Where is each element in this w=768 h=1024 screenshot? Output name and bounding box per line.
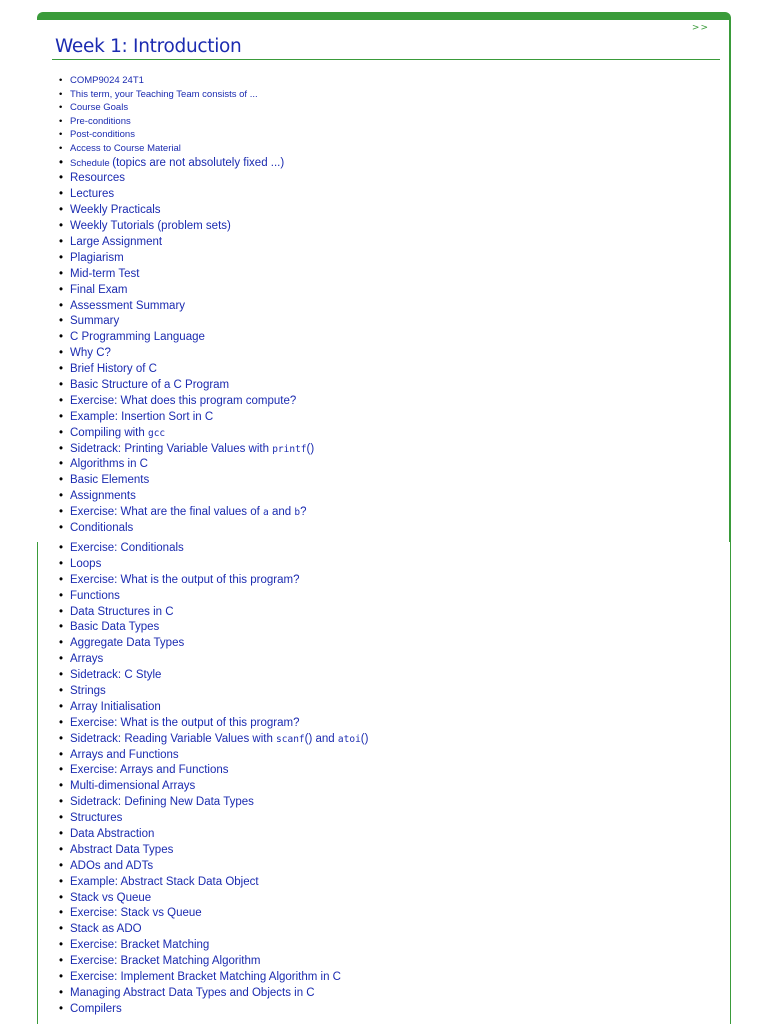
toc-link[interactable]: [70, 795, 368, 811]
toc-link-text: Exercise: Conditionals: [70, 541, 184, 554]
toc-link[interactable]: [70, 716, 368, 732]
toc-link-text: Plagiarism: [70, 251, 124, 264]
right-border-lower: [730, 542, 731, 1024]
toc-link[interactable]: [70, 314, 368, 330]
toc-link[interactable]: [70, 505, 368, 521]
title-divider: [52, 59, 720, 60]
toc-link[interactable]: [70, 457, 368, 473]
toc-link-text: Resources: [70, 172, 125, 185]
toc-link[interactable]: [70, 986, 368, 1002]
toc-link[interactable]: [70, 251, 368, 267]
toc-link[interactable]: [70, 187, 368, 203]
toc-link-text: Data Abstraction: [70, 827, 155, 840]
toc-link[interactable]: [70, 732, 368, 748]
toc-link[interactable]: • Course Goals: [70, 101, 368, 115]
toc-link[interactable]: [70, 573, 368, 589]
code-token: scanf: [276, 733, 305, 745]
toc-link-text: Exercise: Bracket Matching Algorithm: [70, 955, 261, 968]
toc-link-text: Algorithms in C: [70, 458, 148, 471]
toc-link-text: Why C?: [70, 347, 111, 360]
toc-link-text: Aggregate Data Types: [70, 637, 185, 650]
code-token: printf: [272, 443, 307, 455]
toc-link-text: Exercise: What is the output of this program?: [70, 716, 300, 729]
toc-link-text: Abstract Data Types: [70, 843, 174, 856]
toc-link-text: Exercise: Implement Bracket Matching Algorithm in C: [70, 970, 341, 983]
toc-link[interactable]: [70, 652, 368, 668]
toc-link[interactable]: [70, 859, 368, 875]
toc-link[interactable]: [70, 891, 368, 907]
toc-link-text: and: [268, 506, 295, 519]
toc-link-text: Exercise: What are the final values of: [70, 506, 264, 519]
toc-link[interactable]: [70, 541, 368, 557]
toc-link[interactable]: [70, 473, 368, 489]
toc-link-text: Compiling with: [70, 426, 148, 439]
toc-link[interactable]: • Post-conditions: [70, 128, 368, 142]
toc-link-text: Stack vs Queue: [70, 891, 152, 904]
toc-link-text: Compilers: [70, 1002, 122, 1015]
toc-link[interactable]: [70, 763, 368, 779]
toc-link[interactable]: [70, 442, 368, 458]
toc-link-text: Arrays: [70, 653, 104, 666]
toc-link[interactable]: [70, 330, 368, 346]
toc-link-text: Exercise: Arrays and Functions: [70, 764, 229, 777]
toc-link-text: Exercise: Stack vs Queue: [70, 907, 202, 920]
toc-link[interactable]: [70, 489, 368, 505]
toc-link-text: Structures: [70, 812, 123, 825]
toc-link-text: Stack as ADO: [70, 923, 142, 936]
toc-link[interactable]: [70, 171, 368, 187]
toc-link[interactable]: [70, 970, 368, 986]
toc-link[interactable]: [70, 636, 368, 652]
toc-link[interactable]: [70, 589, 368, 605]
toc-link[interactable]: • Access to Course Material: [70, 142, 368, 156]
toc-link-text: Assignments: [70, 490, 136, 503]
toc-link[interactable]: [70, 235, 368, 251]
code-token: atoi: [337, 733, 361, 745]
toc-link-text: Weekly Practicals: [70, 204, 161, 217]
toc-link[interactable]: [70, 394, 368, 410]
toc-link-text: Final Exam: [70, 283, 128, 296]
toc-link[interactable]: [70, 1002, 368, 1018]
toc-link-text: Exercise: What is the output of this program?: [70, 573, 300, 586]
toc-link-text: Multi-dimensional Arrays: [70, 780, 196, 793]
code-token: a: [263, 507, 269, 519]
toc-link-text: Summary: [70, 315, 120, 328]
toc-link[interactable]: [70, 299, 368, 315]
toc-link-text: Sidetrack: C Style: [70, 669, 162, 682]
toc-link[interactable]: [70, 378, 368, 394]
toc-link-text: Example: Abstract Stack Data Object: [70, 875, 259, 888]
code-token: b: [294, 507, 301, 519]
toc-link[interactable]: [70, 748, 368, 764]
toc-link-text: Sidetrack: Defining New Data Types: [70, 796, 254, 809]
code-token: gcc: [147, 427, 166, 439]
toc-link[interactable]: [70, 156, 368, 172]
toc-link-text: Functions: [70, 589, 120, 602]
toc-link[interactable]: [70, 906, 368, 922]
toc-link[interactable]: [70, 875, 368, 891]
toc-link[interactable]: [70, 620, 368, 636]
toc-link[interactable]: [70, 779, 368, 795]
toc-link-text: (topics are not absolutely fixed ...): [112, 156, 285, 169]
toc-link-text: (): [360, 732, 369, 745]
table-of-contents: [70, 74, 368, 1018]
toc-link[interactable]: [70, 827, 368, 843]
toc-link[interactable]: [70, 410, 368, 426]
toc-link-text: Sidetrack: Printing Variable Values with: [70, 442, 273, 455]
toc-link[interactable]: • This term, your Teaching Team consists of ...: [70, 88, 368, 102]
toc-link-text: Basic Elements: [70, 474, 150, 487]
toc-link[interactable]: [70, 521, 368, 537]
toc-link[interactable]: [70, 203, 368, 219]
toc-link[interactable]: [70, 843, 368, 859]
toc-link[interactable]: [70, 922, 368, 938]
toc-link-text: Array Initialisation: [70, 700, 161, 713]
toc-link-text: Exercise: Bracket Matching: [70, 939, 210, 952]
toc-link-text: C Programming Language: [70, 331, 205, 344]
toc-link-text: Conditionals: [70, 522, 134, 535]
toc-link[interactable]: [70, 668, 368, 684]
toc-link[interactable]: [70, 219, 368, 235]
toc-link[interactable]: [70, 267, 368, 283]
toc-link[interactable]: [70, 557, 368, 573]
toc-link[interactable]: [70, 605, 368, 621]
toc-link[interactable]: [70, 426, 368, 442]
toc-link-text: Loops: [70, 557, 102, 570]
left-border-lower: [37, 542, 38, 1024]
toc-link-text: Example: Insertion Sort in C: [70, 410, 214, 423]
toc-link[interactable]: [70, 811, 368, 827]
right-border: [729, 18, 731, 542]
toc-link-text: Brief History of C: [70, 363, 157, 376]
toc-link[interactable]: • Pre-conditions: [70, 115, 368, 129]
toc-link-text: Strings: [70, 684, 106, 697]
toc-link-text: ?: [300, 506, 307, 519]
toc-link-text: Schedule: [70, 157, 113, 169]
toc-link-text: () and: [304, 732, 338, 745]
toc-link-text: Managing Abstract Data Types and Objects in C: [70, 986, 315, 999]
toc-link-text: Large Assignment: [70, 236, 163, 249]
toc-link-text: Data Structures in C: [70, 605, 174, 618]
toc-link-text: Assessment Summary: [70, 299, 186, 312]
toc-link[interactable]: [70, 684, 368, 700]
toc-link-text: Mid-term Test: [70, 267, 140, 280]
toc-link[interactable]: • COMP9024 24T1: [70, 74, 368, 88]
slide-frame: [37, 12, 731, 1024]
toc-link-text: Weekly Tutorials (problem sets): [70, 220, 231, 233]
toc-link[interactable]: [70, 954, 368, 970]
toc-link-text: (): [306, 442, 315, 455]
toc-link-text: Exercise: What does this program compute?: [70, 394, 297, 407]
page-title: Week 1: Introduction: [55, 36, 242, 57]
toc-link-text: Basic Data Types: [70, 621, 160, 634]
toc-link-text: Lectures: [70, 188, 115, 201]
toc-link[interactable]: [70, 938, 368, 954]
toc-link-text: Sidetrack: Reading Variable Values with: [70, 732, 277, 745]
toc-link[interactable]: [70, 346, 368, 362]
toc-link-text: ADOs and ADTs: [70, 859, 154, 872]
toc-link[interactable]: [70, 283, 368, 299]
top-accent-bar: [37, 12, 731, 20]
next-page-link[interactable]: >>: [691, 23, 709, 33]
toc-link[interactable]: [70, 362, 368, 378]
toc-link[interactable]: [70, 700, 368, 716]
toc-link-text: Arrays and Functions: [70, 748, 179, 761]
toc-link-text: Basic Structure of a C Program: [70, 379, 230, 392]
